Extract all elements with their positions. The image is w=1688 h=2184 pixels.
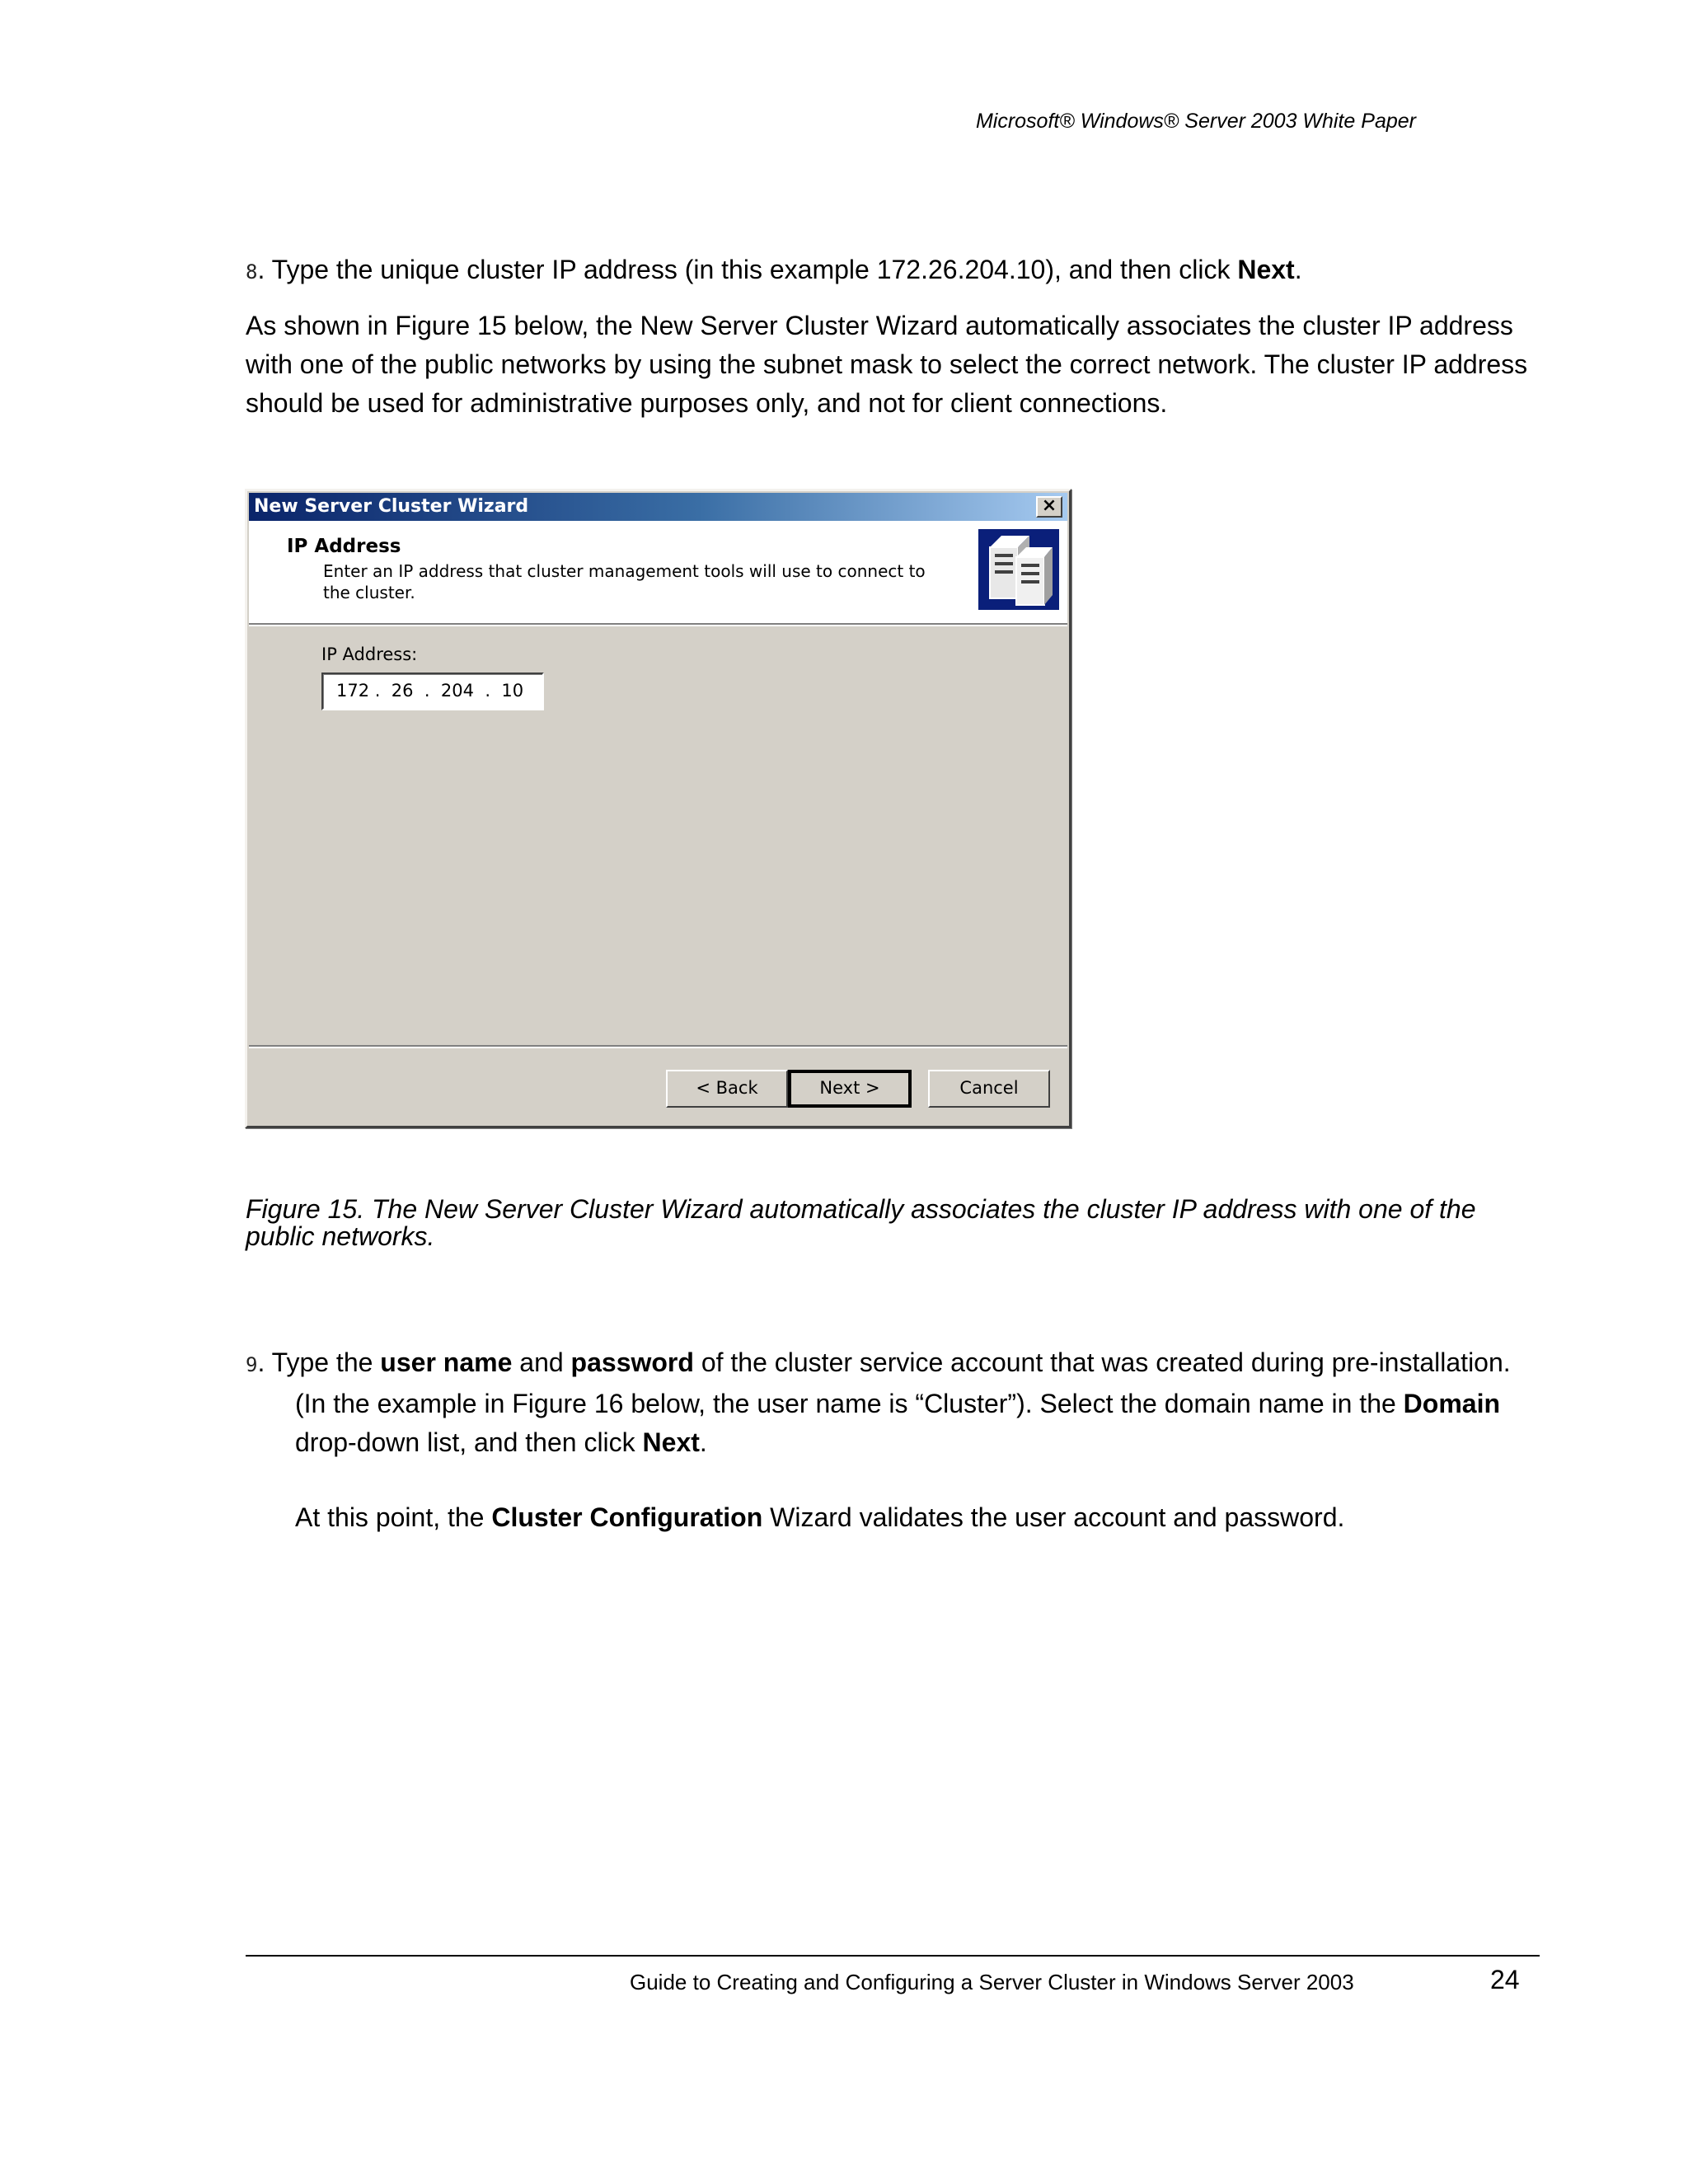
button-separator (249, 1045, 1067, 1048)
ip-address-input[interactable]: 172 . 26 . 204 . 10 (321, 673, 544, 710)
close-icon: × (1041, 495, 1057, 516)
cancel-button[interactable]: Cancel (928, 1070, 1050, 1108)
ip-address-label: IP Address: (321, 644, 418, 664)
step-9-note: At this point, the Cluster Configuration Wizard validates the user account and password. (295, 1502, 1345, 1532)
wizard-dialog (245, 489, 1071, 1128)
dialog-title: New Server Cluster Wizard (254, 496, 529, 517)
back-button[interactable]: < Back (666, 1070, 788, 1108)
body-paragraph: As shown in Figure 15 below, the New Server Cluster Wizard automatically associates the cluster IP address with one of the public networks by using the subnet mask to select the correct network. The cluster IP address should be used for administrative purposes only, and not for client connections. (246, 311, 1528, 418)
step-number: 9 (246, 1353, 258, 1376)
step-9: 9. Type the user name and password of the cluster service account that was created during pre-installation. (In the example in Figure 16 below, the user name is “Cluster”). Select the domain name in the Domain drop-down list, and then click Next. (246, 1347, 1511, 1457)
step-number: 8 (246, 260, 258, 284)
running-header: Microsoft® Windows® Server 2003 White Paper (975, 110, 1416, 133)
page-number: 24 (1490, 1965, 1520, 1994)
footer-title: Guide to Creating and Configuring a Server Cluster in Windows Server 2003 (630, 1970, 1354, 1994)
figure-caption: Figure 15. The New Server Cluster Wizard automatically associates the cluster IP address with one of the public networks. (246, 1194, 1476, 1251)
cluster-servers-icon (978, 529, 1059, 610)
footer-rule (246, 1955, 1540, 1957)
dialog-titlebar[interactable] (249, 493, 1067, 521)
step-8: 8. Type the unique cluster IP address (in this example 172.26.204.10), and then click Next. (246, 255, 1302, 284)
wizard-page-subtitle: Enter an IP address that cluster management tools will use to connect to the cluster. (323, 561, 926, 602)
close-button[interactable] (1036, 496, 1062, 518)
next-button[interactable]: Next > (788, 1070, 912, 1108)
wizard-page-title: IP Address (287, 536, 401, 557)
wizard-header (249, 521, 1067, 625)
